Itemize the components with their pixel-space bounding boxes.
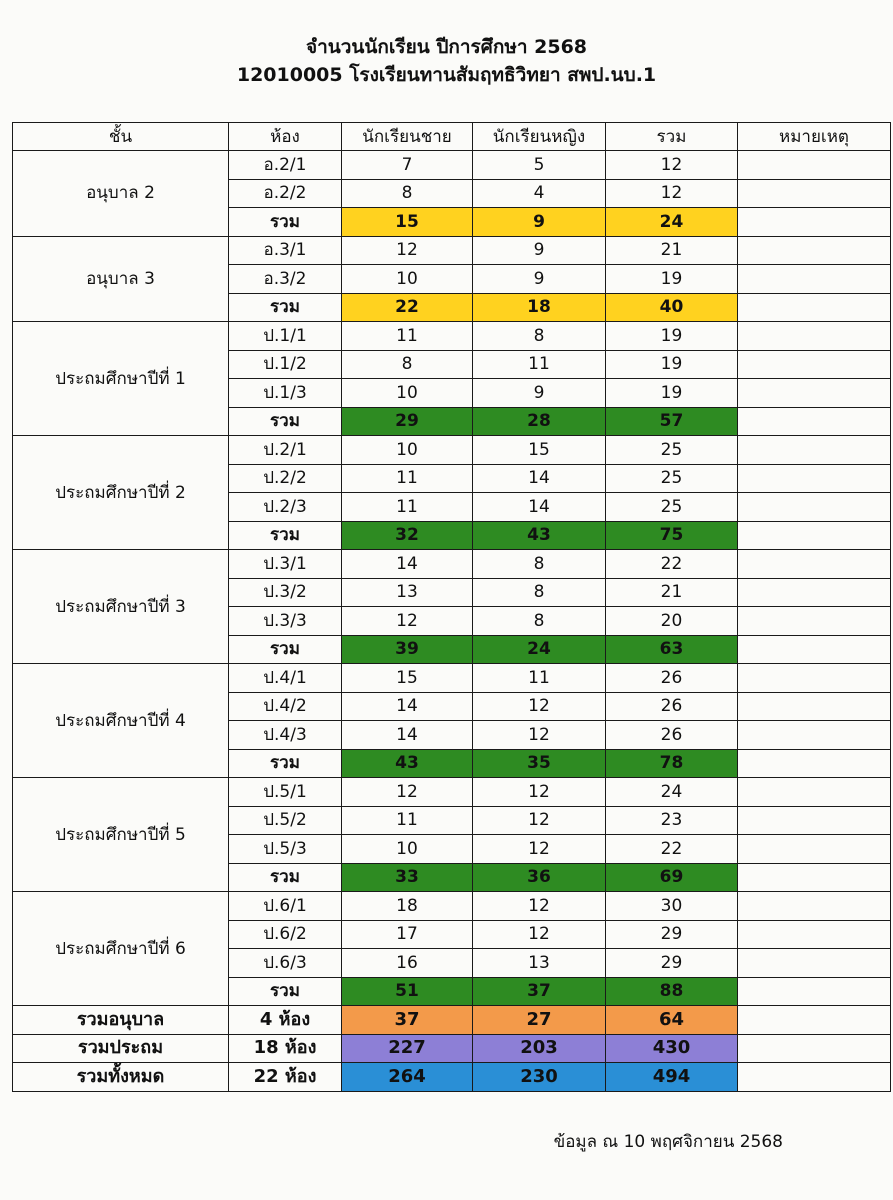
remark-cell <box>738 664 891 693</box>
male-count-cell: 14 <box>342 721 473 750</box>
total-count-cell: 21 <box>606 236 738 265</box>
table-row <box>13 436 891 465</box>
total-count-cell: 22 <box>606 835 738 864</box>
grand-total-label: รวมทั้งหมด <box>13 1063 229 1092</box>
grand-total-rooms: 22 ห้อง <box>229 1063 342 1092</box>
column-header-room: ห้อง <box>229 123 342 151</box>
grand-total-total-cell: 64 <box>606 1006 738 1035</box>
female-count-cell: 5 <box>473 151 606 180</box>
room-cell: ป.4/3 <box>229 721 342 750</box>
grand-total-female-cell: 27 <box>473 1006 606 1035</box>
male-count-cell: 12 <box>342 778 473 807</box>
subtotal-female-cell: 18 <box>473 293 606 322</box>
table-row <box>13 892 891 921</box>
subtotal-label: รวม <box>229 407 342 436</box>
grade-cell: ประถมศึกษาปีที่ 4 <box>13 664 229 778</box>
total-count-cell: 26 <box>606 721 738 750</box>
female-count-cell: 8 <box>473 578 606 607</box>
female-count-cell: 12 <box>473 892 606 921</box>
female-count-cell: 9 <box>473 265 606 294</box>
subtotal-total-cell: 24 <box>606 208 738 237</box>
grade-cell: อนุบาล 2 <box>13 151 229 237</box>
room-cell: อ.2/1 <box>229 151 342 180</box>
male-count-cell: 17 <box>342 920 473 949</box>
subtotal-female-cell: 35 <box>473 749 606 778</box>
room-cell: ป.5/3 <box>229 835 342 864</box>
room-cell: อ.3/2 <box>229 265 342 294</box>
remark-cell <box>738 835 891 864</box>
subtotal-female-cell: 43 <box>473 521 606 550</box>
subtotal-label: รวม <box>229 635 342 664</box>
remark-cell <box>738 1034 891 1063</box>
female-count-cell: 15 <box>473 436 606 465</box>
male-count-cell: 10 <box>342 835 473 864</box>
remark-cell <box>738 322 891 351</box>
remark-cell <box>738 721 891 750</box>
subtotal-label: รวม <box>229 521 342 550</box>
grade-cell: ประถมศึกษาปีที่ 1 <box>13 322 229 436</box>
female-count-cell: 11 <box>473 664 606 693</box>
female-count-cell: 9 <box>473 236 606 265</box>
table-row <box>13 778 891 807</box>
remark-cell <box>738 379 891 408</box>
male-count-cell: 14 <box>342 692 473 721</box>
remark-cell <box>738 436 891 465</box>
grand-total-row <box>13 1034 891 1063</box>
subtotal-total-cell: 78 <box>606 749 738 778</box>
male-count-cell: 16 <box>342 949 473 978</box>
remark-cell <box>738 236 891 265</box>
total-count-cell: 23 <box>606 806 738 835</box>
room-cell: ป.1/1 <box>229 322 342 351</box>
total-count-cell: 12 <box>606 179 738 208</box>
remark-cell <box>738 806 891 835</box>
remark-cell <box>738 407 891 436</box>
subtotal-label: รวม <box>229 749 342 778</box>
remark-cell <box>738 863 891 892</box>
remark-cell <box>738 521 891 550</box>
room-cell: ป.3/3 <box>229 607 342 636</box>
subtotal-female-cell: 9 <box>473 208 606 237</box>
room-cell: ป.3/1 <box>229 550 342 579</box>
male-count-cell: 10 <box>342 265 473 294</box>
column-header-total: รวม <box>606 123 738 151</box>
remark-cell <box>738 1063 891 1092</box>
remark-cell <box>738 350 891 379</box>
room-cell: ป.4/1 <box>229 664 342 693</box>
male-count-cell: 14 <box>342 550 473 579</box>
data-date-note: ข้อมูล ณ 10 พฤศจิกายน 2568 <box>553 1132 783 1152</box>
female-count-cell: 12 <box>473 692 606 721</box>
female-count-cell: 9 <box>473 379 606 408</box>
table-row <box>13 664 891 693</box>
room-cell: ป.1/2 <box>229 350 342 379</box>
female-count-cell: 4 <box>473 179 606 208</box>
remark-cell <box>738 749 891 778</box>
male-count-cell: 11 <box>342 806 473 835</box>
grand-total-total-cell: 430 <box>606 1034 738 1063</box>
grand-total-label: รวมอนุบาล <box>13 1006 229 1035</box>
subtotal-total-cell: 75 <box>606 521 738 550</box>
table-row <box>13 322 891 351</box>
grand-total-total-cell: 494 <box>606 1063 738 1092</box>
room-cell: ป.6/1 <box>229 892 342 921</box>
subtotal-female-cell: 24 <box>473 635 606 664</box>
female-count-cell: 11 <box>473 350 606 379</box>
subtotal-male-cell: 39 <box>342 635 473 664</box>
remark-cell <box>738 265 891 294</box>
female-count-cell: 14 <box>473 464 606 493</box>
male-count-cell: 13 <box>342 578 473 607</box>
room-cell: ป.4/2 <box>229 692 342 721</box>
page-title: จำนวนนักเรียน ปีการศึกษา 2568 <box>305 36 588 58</box>
total-count-cell: 26 <box>606 692 738 721</box>
male-count-cell: 11 <box>342 322 473 351</box>
room-cell: ป.2/1 <box>229 436 342 465</box>
table-body <box>13 151 891 1092</box>
subtotal-label: รวม <box>229 208 342 237</box>
school-subtitle: 12010005 โรงเรียนทานสัมฤทธิวิทยา สพป.นบ.1 <box>236 64 657 86</box>
remark-cell <box>738 293 891 322</box>
subtotal-male-cell: 15 <box>342 208 473 237</box>
total-count-cell: 20 <box>606 607 738 636</box>
female-count-cell: 14 <box>473 493 606 522</box>
male-count-cell: 8 <box>342 179 473 208</box>
subtotal-total-cell: 88 <box>606 977 738 1006</box>
grand-total-female-cell: 230 <box>473 1063 606 1092</box>
room-cell: ป.6/3 <box>229 949 342 978</box>
room-cell: ป.2/2 <box>229 464 342 493</box>
remark-cell <box>738 892 891 921</box>
grade-cell: ประถมศึกษาปีที่ 6 <box>13 892 229 1006</box>
subtotal-label: รวม <box>229 977 342 1006</box>
grade-cell: อนุบาล 3 <box>13 236 229 322</box>
male-count-cell: 12 <box>342 607 473 636</box>
table-header-row <box>13 123 891 151</box>
room-cell: ป.5/1 <box>229 778 342 807</box>
male-count-cell: 8 <box>342 350 473 379</box>
remark-cell <box>738 920 891 949</box>
table-row <box>13 151 891 180</box>
male-count-cell: 12 <box>342 236 473 265</box>
room-cell: อ.3/1 <box>229 236 342 265</box>
column-header-remark: หมายเหตุ <box>738 123 891 151</box>
subtotal-male-cell: 32 <box>342 521 473 550</box>
remark-cell <box>738 208 891 237</box>
female-count-cell: 12 <box>473 835 606 864</box>
female-count-cell: 12 <box>473 806 606 835</box>
total-count-cell: 19 <box>606 322 738 351</box>
remark-cell <box>738 464 891 493</box>
total-count-cell: 25 <box>606 464 738 493</box>
subtotal-male-cell: 22 <box>342 293 473 322</box>
grade-cell: ประถมศึกษาปีที่ 5 <box>13 778 229 892</box>
grade-cell: ประถมศึกษาปีที่ 2 <box>13 436 229 550</box>
grand-total-male-cell: 227 <box>342 1034 473 1063</box>
female-count-cell: 12 <box>473 721 606 750</box>
subtotal-male-cell: 33 <box>342 863 473 892</box>
column-header-male: นักเรียนชาย <box>342 123 473 151</box>
total-count-cell: 26 <box>606 664 738 693</box>
female-count-cell: 13 <box>473 949 606 978</box>
room-cell: ป.1/3 <box>229 379 342 408</box>
grand-total-male-cell: 264 <box>342 1063 473 1092</box>
female-count-cell: 8 <box>473 550 606 579</box>
total-count-cell: 30 <box>606 892 738 921</box>
male-count-cell: 18 <box>342 892 473 921</box>
total-count-cell: 29 <box>606 920 738 949</box>
total-count-cell: 12 <box>606 151 738 180</box>
grand-total-label: รวมประถม <box>13 1034 229 1063</box>
remark-cell <box>738 607 891 636</box>
total-count-cell: 19 <box>606 350 738 379</box>
remark-cell <box>738 635 891 664</box>
subtotal-female-cell: 37 <box>473 977 606 1006</box>
subtotal-total-cell: 69 <box>606 863 738 892</box>
subtotal-male-cell: 43 <box>342 749 473 778</box>
grand-total-row <box>13 1063 891 1092</box>
grand-total-row <box>13 1006 891 1035</box>
subtotal-female-cell: 28 <box>473 407 606 436</box>
male-count-cell: 7 <box>342 151 473 180</box>
remark-cell <box>738 949 891 978</box>
total-count-cell: 19 <box>606 379 738 408</box>
room-cell: ป.2/3 <box>229 493 342 522</box>
grand-total-female-cell: 203 <box>473 1034 606 1063</box>
female-count-cell: 12 <box>473 920 606 949</box>
subtotal-male-cell: 51 <box>342 977 473 1006</box>
total-count-cell: 21 <box>606 578 738 607</box>
subtotal-male-cell: 29 <box>342 407 473 436</box>
table-row <box>13 550 891 579</box>
subtotal-female-cell: 36 <box>473 863 606 892</box>
male-count-cell: 11 <box>342 493 473 522</box>
total-count-cell: 24 <box>606 778 738 807</box>
student-count-table <box>12 122 891 1092</box>
remark-cell <box>738 692 891 721</box>
subtotal-total-cell: 57 <box>606 407 738 436</box>
total-count-cell: 19 <box>606 265 738 294</box>
column-header-female: นักเรียนหญิง <box>473 123 606 151</box>
female-count-cell: 8 <box>473 607 606 636</box>
remark-cell <box>738 778 891 807</box>
grand-total-rooms: 4 ห้อง <box>229 1006 342 1035</box>
column-header-grade: ชั้น <box>13 123 229 151</box>
room-cell: อ.2/2 <box>229 179 342 208</box>
room-cell: ป.6/2 <box>229 920 342 949</box>
total-count-cell: 22 <box>606 550 738 579</box>
subtotal-label: รวม <box>229 863 342 892</box>
remark-cell <box>738 1006 891 1035</box>
subtotal-total-cell: 63 <box>606 635 738 664</box>
male-count-cell: 15 <box>342 664 473 693</box>
room-cell: ป.5/2 <box>229 806 342 835</box>
table-row <box>13 236 891 265</box>
total-count-cell: 29 <box>606 949 738 978</box>
remark-cell <box>738 493 891 522</box>
remark-cell <box>738 578 891 607</box>
total-count-cell: 25 <box>606 493 738 522</box>
grand-total-rooms: 18 ห้อง <box>229 1034 342 1063</box>
male-count-cell: 10 <box>342 379 473 408</box>
subtotal-label: รวม <box>229 293 342 322</box>
male-count-cell: 11 <box>342 464 473 493</box>
remark-cell <box>738 179 891 208</box>
remark-cell <box>738 151 891 180</box>
room-cell: ป.3/2 <box>229 578 342 607</box>
remark-cell <box>738 977 891 1006</box>
grade-cell: ประถมศึกษาปีที่ 3 <box>13 550 229 664</box>
male-count-cell: 10 <box>342 436 473 465</box>
female-count-cell: 8 <box>473 322 606 351</box>
total-count-cell: 25 <box>606 436 738 465</box>
grand-total-male-cell: 37 <box>342 1006 473 1035</box>
subtotal-total-cell: 40 <box>606 293 738 322</box>
female-count-cell: 12 <box>473 778 606 807</box>
remark-cell <box>738 550 891 579</box>
